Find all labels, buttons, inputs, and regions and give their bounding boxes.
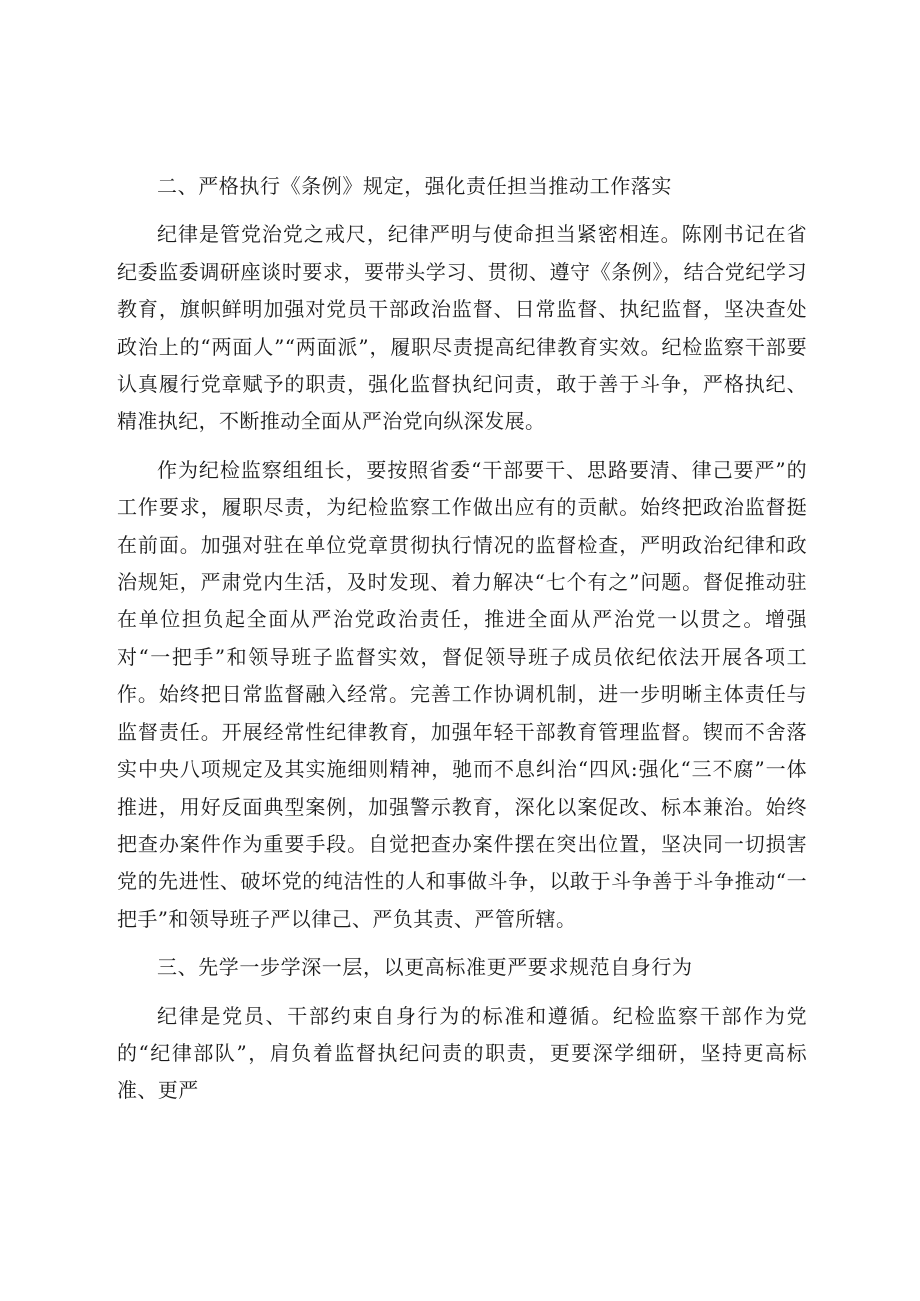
section-heading-2: 二、严格执行《条例》规定，强化责任担当推动工作落实 (157, 174, 672, 198)
section-2-paragraph-2: 作为纪检监察组组长，要按照省委“干部要干、思路要清、律己要严”的工作要求，履职尽责，为纪检监察工作做出应有的贡献。始终把政治监督挺在前面。加强对驻在单位党章贯彻执行情况的监督检查，严明政治纪律和政治规矩，严肃党内生活，及时发现、着力解决“七个有之”问题。督促推动驻在单位担负起全面从严治党政治责任，推进全面从严治党一以贯之。增强对“一把手”和领导班子监督实效，督促领导班子成员依纪依法开展各项工作。始终把日常监督融入经常。完善工作协调机制，进一步明晰主体责任与监督责任。开展经常性纪律教育，加强年轻干部教育管理监督。锲而不舍落实中央八项规定及其实施细则精神，驰而不息纠治“四风:强化“三不腐”一体推进，用好反面典型案例，加强警示教育，深化以案促改、标本兼治。始终把查办案件作为重要手段。自觉把查办案件摆在突出位置，坚决同一切损害党的先进性、破坏党的纯洁性的人和事做斗争，以敢于斗争善于斗争推动“一把手”和领导班子严以律己、严负其责、严管所辖。 (117, 457, 807, 931)
section-2-paragraph-1: 纪律是管党治党之戒尺，纪律严明与使命担当紧密相连。陈刚书记在省纪委监委调研座谈时要求，要带头学习、贯彻、遵守《条例》，结合党纪学习教育，旗帜鲜明加强对党员干部政治监督、日常监督、执纪监督，坚决查处政治上的“两面人”“两面派”，履职尽责提高纪律教育实效。纪检监察干部要认真履行党章赋予的职责，强化监督执纪问责，敢于善于斗争，严格执纪、精准执纪，不断推动全面从严治党向纵深发展。 (117, 222, 807, 434)
section-heading-3: 三、先学一步学深一层，以更高标准更严要求规范自身行为 (157, 955, 693, 980)
section-3-paragraph-1: 纪律是党员、干部约束自身行为的标准和遵循。纪检监察干部作为党的“纪律部队”，肩负着监督执纪问责的职责，更要深学细研，坚持更高标准、更严 (117, 1003, 807, 1103)
document-body (117, 168, 807, 1110)
